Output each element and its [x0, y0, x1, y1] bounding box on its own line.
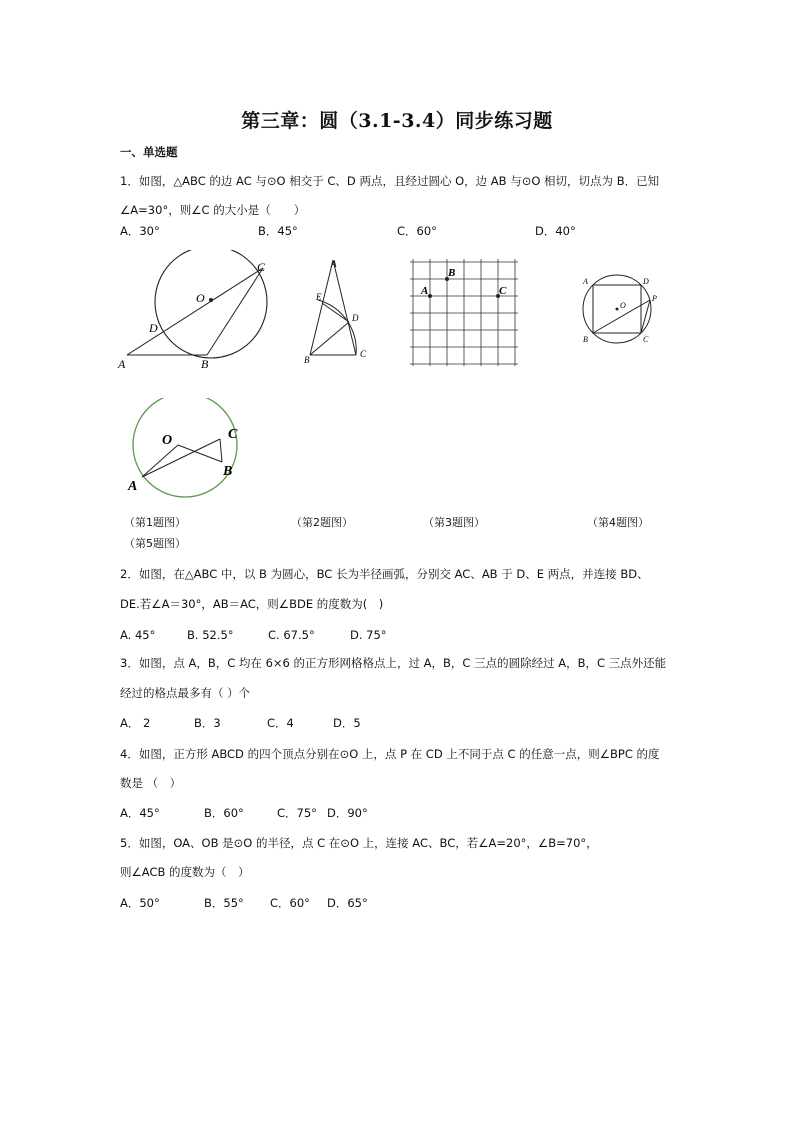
fig2-arc: [318, 300, 356, 355]
q1-option-c: C．60°: [397, 224, 437, 238]
q5-option-a: A．50°: [120, 896, 160, 910]
question-5-line-1: 5．如图，OA、OB 是⊙O 的半径，点 C 在⊙O 上，连接 AC、BC，若∠A=20°，∠B=70°，: [120, 836, 598, 850]
question-1-line-2: ∠A=30°，则∠C 的大小是（ ）: [120, 203, 306, 217]
fig4-label-o: O: [620, 301, 626, 310]
figure-1: [115, 250, 280, 375]
caption-figure-2: （第2题图）: [291, 516, 353, 529]
q3-option-b: B．3: [194, 716, 221, 730]
fig3-label-b: B: [448, 267, 456, 279]
q3-option-c: C．4: [267, 716, 294, 730]
fig2-line-bd: [310, 322, 349, 355]
question-3-line-2: 经过的格点最多有（ ）个: [120, 686, 251, 700]
q5-option-d: D．65°: [327, 896, 368, 910]
fig3-label-a: A: [421, 285, 429, 297]
fig5-label-o: O: [162, 433, 173, 448]
fig1-line-ac: [127, 268, 263, 355]
caption-figure-3: （第3题图）: [423, 516, 485, 529]
fig4-label-p: P: [652, 294, 657, 303]
question-4-line-2: 数是 （ ）: [120, 776, 182, 790]
fig4-label-c: C: [643, 335, 649, 344]
question-3-line-1: 3．如图，点 A，B，C 均在 6×6 的正方形网格格点上，过 A，B，C 三点的圆除经过 A，B，C 三点外还能: [120, 656, 667, 670]
fig2-label-c: C: [360, 349, 367, 359]
fig4-label-b: B: [583, 335, 588, 344]
fig2-label-b: B: [304, 355, 310, 365]
page-title: 第三章：圆（3.1-3.4）同步练习题: [241, 110, 553, 132]
q5-option-b: B．55°: [204, 896, 244, 910]
fig1-line-bc: [207, 268, 263, 355]
fig2-label-e: E: [316, 292, 322, 302]
fig4-center-dot: [616, 308, 619, 311]
figure-4: [578, 270, 663, 350]
fig2-line-de: [322, 303, 349, 322]
fig5-line-ac: [142, 439, 220, 477]
q2-option-b: B. 52.5°: [187, 628, 234, 642]
fig5-label-c: C: [228, 427, 238, 442]
fig5-line-oa: [142, 445, 178, 477]
fig1-label-c: C: [257, 260, 266, 274]
fig3-grid: [410, 259, 518, 366]
question-1-line-1: 1．如图，△ABC 的边 AC 与⊙O 相交于 C、D 两点，且经过圆心 O，边 AB 与⊙O 相切，切点为 B．已知: [120, 174, 660, 188]
q1-option-b: B．45°: [258, 224, 298, 238]
figure-2: [300, 255, 375, 370]
fig5-label-b: B: [223, 464, 233, 479]
fig2-label-d: D: [352, 313, 359, 323]
fig1-label-o: O: [196, 291, 205, 305]
question-2-line-2: DE.若∠A＝30°，AB＝AC，则∠BDE 的度数为( ): [120, 597, 384, 611]
q4-option-d: D．90°: [327, 806, 368, 820]
fig2-line-ac: [333, 260, 356, 355]
caption-figure-1: （第1题图）: [124, 516, 186, 529]
fig1-label-b: B: [201, 357, 209, 371]
fig5-label-a: A: [128, 479, 138, 494]
q3-option-a: A． 2: [120, 716, 151, 730]
figure-3: [410, 258, 518, 366]
q5-option-c: C．60°: [270, 896, 310, 910]
fig4-label-d: D: [643, 277, 649, 286]
fig3-label-c: C: [499, 285, 507, 297]
question-2-line-1: 2．如图，在△ABC 中，以 B 为圆心，BC 长为半径画弧，分别交 AC、AB 于 D、E 两点，并连接 BD、: [120, 567, 649, 581]
fig5-line-bc: [220, 439, 222, 462]
fig2-label-a: A: [331, 259, 337, 269]
caption-figure-5: （第5题图）: [124, 537, 186, 550]
q1-option-d: D．40°: [535, 224, 576, 238]
q2-option-a: A. 45°: [120, 628, 156, 642]
q4-option-b: B．60°: [204, 806, 244, 820]
fig2-line-ab: [310, 260, 333, 355]
q1-option-a: A．30°: [120, 224, 160, 238]
caption-figure-4: （第4题图）: [587, 516, 649, 529]
fig4-label-a: A: [583, 277, 588, 286]
q2-option-d: D. 75°: [350, 628, 387, 642]
fig1-circle: [155, 250, 267, 358]
figure-5: [122, 398, 257, 498]
q4-option-a: A．45°: [120, 806, 160, 820]
question-4-line-1: 4．如图，正方形 ABCD 的四个顶点分别在⊙O 上，点 P 在 CD 上不同于点 C 的任意一点，则∠BPC 的度: [120, 747, 660, 761]
fig3-point-a: [428, 294, 432, 298]
q3-option-d: D．5: [333, 716, 361, 730]
fig1-center-dot: [209, 298, 213, 302]
section-heading: 一、单选题: [120, 145, 178, 159]
q2-option-c: C. 67.5°: [268, 628, 315, 642]
q4-option-c: C．75°: [277, 806, 317, 820]
fig1-label-d: D: [149, 321, 158, 335]
fig5-line-ob: [178, 445, 222, 462]
fig1-label-a: A: [118, 357, 126, 371]
question-5-line-2: 则∠ACB 的度数为（ ）: [120, 865, 250, 879]
